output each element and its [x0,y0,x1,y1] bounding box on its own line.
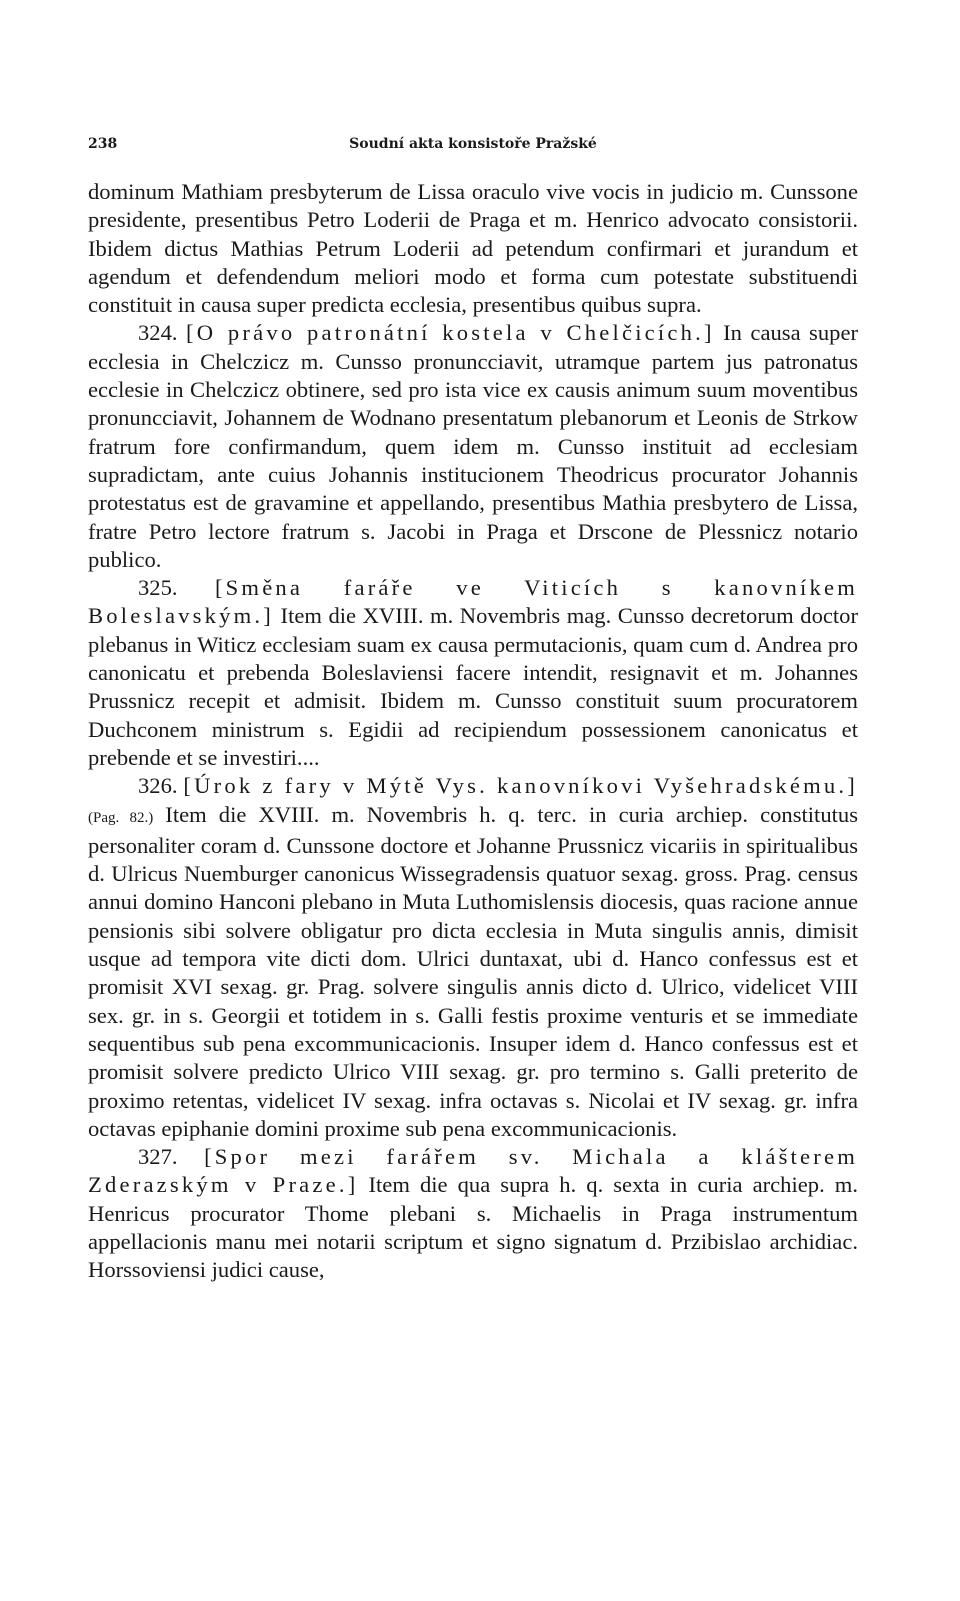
entry-text: Item die XVIII. m. Novembris mag. Cunsso decretorum doctor plebanus in Witicz ecclesiam suam ex causa permutacionis, quam cum d. Andrea pro canonicatu et prebenda Boleslaviensi facere intendit, resignavit et m. Johannes Prussnicz recepit et admisit. Ibidem m. Cunsso constituit suum procuratorem Duchconem ministrum s. Egidii ad recipiendum possessionem canonicatus et prebende et se investiri.... [88,603,858,770]
entry-text: Item die XVIII. m. Novembris h. q. terc. in curia archiep. constitutus personaliter coram d. Cunssone doctore et Johanne Prussnicz vicariis in spiritualibus d. Ulricus Nuemburger canonicus Wissegradensis quatuor sexag. gross. Prag. census annui domino Hanconi plebano in Muta Luthomislensis diocesis, quas racione annue pensionis sibi solvere obligatur pro dicta ecclesia in Muta singulis annis, dimisit usque ad tempora vite dicti dom. Ulrici duntaxat, ubi d. Hanco confessus est et promisit XVI sexag. gr. Prag. solvere singulis annis dicto d. Ulrico, videlicet VIII sex. gr. in s. Georgii et totidem in s. Galli festis proxime venturis et se immediate sequentibus sub pena excommunicacionis. Insuper idem d. Hanco confessus est et promisit solvere predicto Ulrico VIII sexag. gr. pro termino s. Galli preterito de proximo retentas, videlicet IV sexag. infra octavas s. Nicolai et IV sexag. gr. infra octavas epiphanie domini proxime sub pena excommunicacionis. [88,801,858,1141]
paragraph-text: dominum Mathiam presbyterum de Lissa oraculo vive vocis in judicio m. Cunssone presidente, presentibus Petro Loderii de Praga et m. Henrico advocato consistorii. Ibidem dictus Mathias Petrum Loderii ad petendum confirmari et jurandum et agendum et defendendum meliori modo et forma cum potestate substituendi constituit in causa super predicta ecclesia, presentibus quibus supra. [88,179,858,318]
page-header [88,136,858,156]
entry-heading: [Spor mezi farářem sv. Michala a klášterem Zderazským v Praze.] [88,1144,858,1198]
entry-text: In causa super ecclesia in Chelczicz m. Cunsso pronuncciavit, utramque partem jus patronatus ecclesie in Chelczicz obtinere, sed pro ista vice ex causis animum suum moventibus pronuncciavit, Johannem de Wodnano presentatum plebanorum et Leonis de Strkow fratrum fore confirmandum, quem idem m. Cunsso instituit ad ecclesiam supradictam, ante cuius Johannis institucionem Theodricus procurator Johannis protestatus est de gravamine et appellando, presentibus Mathia presbytero de Lissa, fratre Petro lectore fratrum s. Jacobi in Praga et Drscone de Plessnicz notario publico. [88,320,858,572]
entry-325 [88,574,858,772]
paragraph-continuation [88,178,858,319]
body-text [88,178,858,1285]
entry-327 [88,1143,858,1284]
entry-number: 325. [138,575,178,601]
entry-number: 324. [138,320,178,346]
entry-326 [88,772,858,1143]
entry-text: Item die qua supra h. q. sexta in curia archiep. m. Henricus procurator Thome plebani s. Michaelis in Praga instrumentum appellacionis manu mei notarii scriptum et signo signatum d. Przibislao archidiac. Horssoviensi judici cause, [88,1172,858,1283]
entry-heading: [Směna faráře ve Viticích s kanovníkem Boleslavským.] [88,575,858,629]
page-number: 238 [88,136,118,152]
page-reference: (Pag. 82.) [88,809,154,826]
entry-number: 326. [138,773,178,799]
entry-number: 327. [138,1144,178,1170]
entry-heading: [O právo patronátní kostela v Chelčicích.] [186,320,715,346]
entry-heading: [Úrok z fary v Mýtě Vys. kanovníkovi Vyšehradskému.] [183,773,859,799]
entry-324 [88,319,858,574]
running-title: Soudní akta konsistoře Pražské [349,136,597,152]
